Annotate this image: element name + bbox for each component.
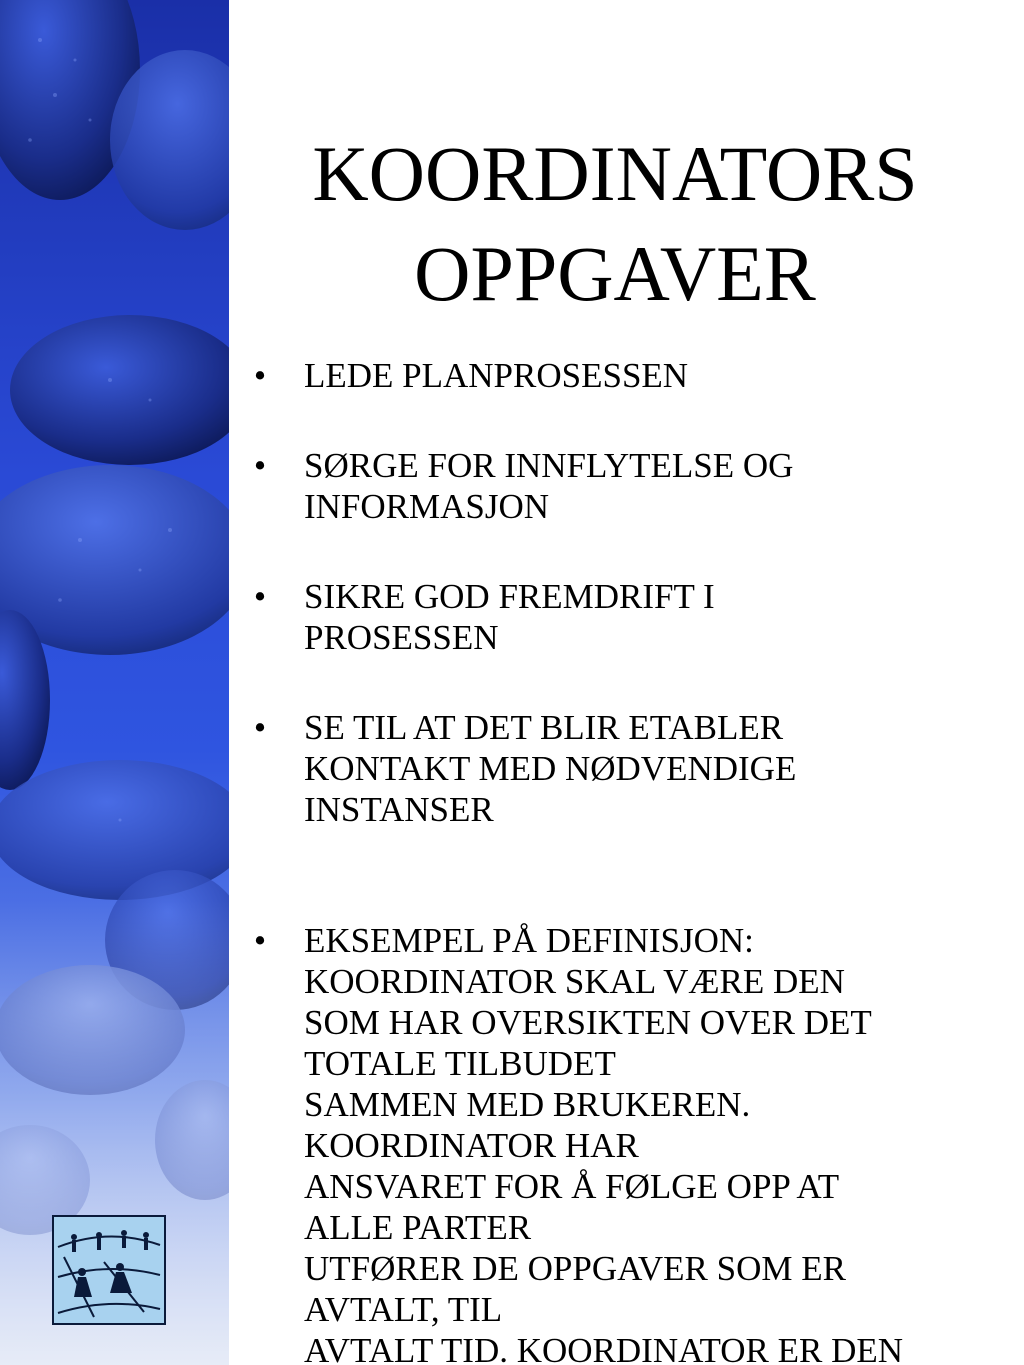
bullet-line: SIKRE GOD FREMDRIFT I [304, 577, 715, 616]
bullet-dot: • [253, 921, 267, 960]
decorative-stone-panel [0, 0, 229, 1365]
bullet-line: AVTALT TID. KOORDINATOR ER DEN [304, 1331, 904, 1365]
bullet-text [304, 355, 990, 396]
bullet-line: INFORMASJON [304, 487, 550, 526]
bullet-line: KOORDINATOR HAR [304, 1126, 639, 1165]
bullet-line: AVTALT, TIL [304, 1290, 503, 1329]
bullet-line: UTFØRER DE OPPGAVER SOM ER [304, 1249, 846, 1288]
bullet-line: LEDE PLANPROSESSEN [304, 356, 689, 395]
bullet-line: TOTALE TILBUDET [304, 1044, 616, 1083]
river-stones-image [0, 0, 229, 1365]
bullet-line: SOM HAR OVERSIKTEN OVER DET [304, 1003, 872, 1042]
bullet-item [250, 445, 990, 527]
slide-title [250, 124, 980, 324]
title-line-1: KOORDINATORS [312, 130, 918, 217]
bullet-line: ALLE PARTER [304, 1208, 532, 1247]
bullet-line: PROSESSEN [304, 618, 499, 657]
bullet-line: INSTANSER [304, 790, 494, 829]
organization-logo [52, 1215, 166, 1325]
bullet-line: ANSVARET FOR Å FØLGE OPP AT [304, 1167, 840, 1206]
bullet-dot: • [253, 577, 267, 616]
bullet-line: KOORDINATOR SKAL VÆRE DEN [304, 962, 845, 1001]
bullet-item [250, 576, 990, 658]
bullet-line: SE TIL AT DET BLIR ETABLER [304, 708, 784, 747]
bullet-text [304, 707, 990, 830]
bullet-line: SØRGE FOR INNFLYTELSE OG [304, 446, 794, 485]
bullet-list [250, 355, 990, 1365]
bullet-dot: • [253, 356, 267, 395]
figures-logo-icon [54, 1217, 164, 1323]
bullet-item [250, 355, 990, 396]
bullet-line: SAMMEN MED BRUKEREN. [304, 1085, 751, 1124]
bullet-dot: • [253, 708, 267, 747]
bullet-dot: • [253, 446, 267, 485]
bullet-line: EKSEMPEL PÅ DEFINISJON: [304, 921, 754, 960]
bullet-text [304, 576, 990, 658]
bullet-text [304, 920, 990, 1365]
bullet-item [250, 920, 990, 1365]
bullet-item [250, 707, 990, 830]
title-line-2: OPPGAVER [414, 230, 816, 317]
bullet-line: KONTAKT MED NØDVENDIGE [304, 749, 797, 788]
bullet-text [304, 445, 990, 527]
